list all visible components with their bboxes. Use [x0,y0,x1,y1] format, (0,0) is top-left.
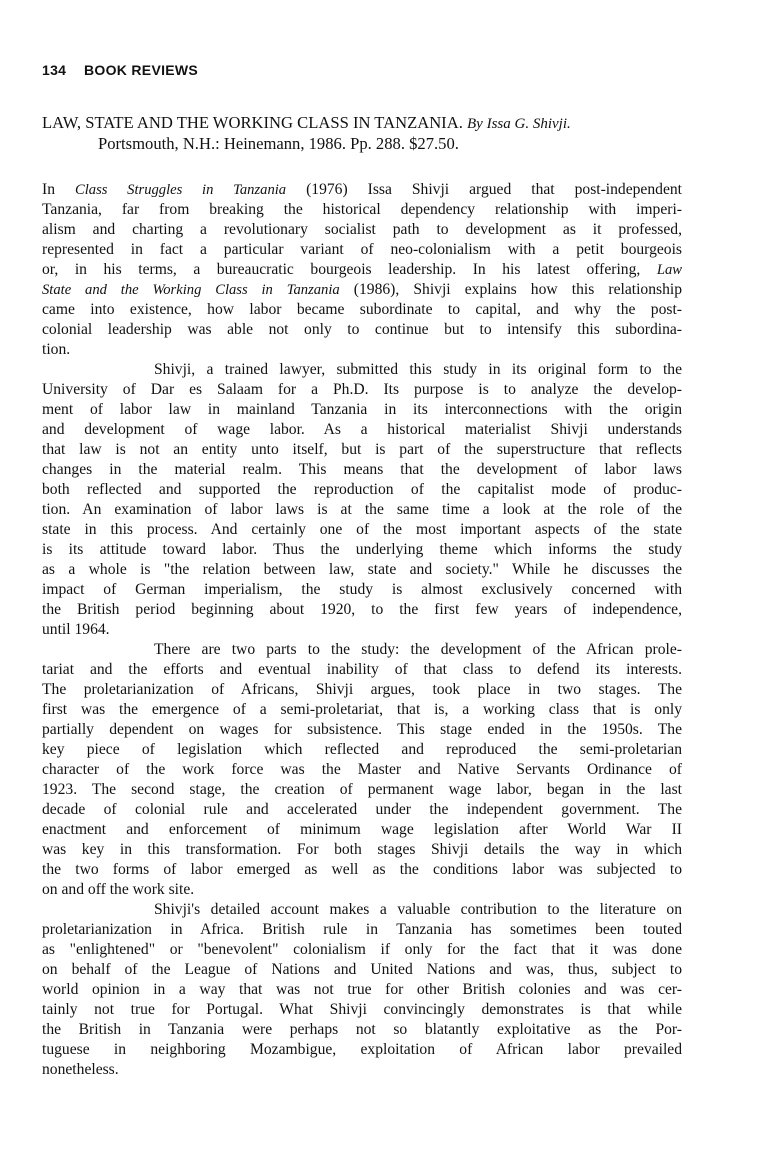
text-line [42,240,682,260]
text-run: decade of colonial rule and accelerated under the independent government. The [42,801,682,818]
text-run: colonial leadership was able not only to continue but to intensify this subordina- [42,321,682,338]
text-run: first was the emergence of a semi-proletariat, that is, a working class that is only [42,701,682,718]
italic-title: Class Struggles in Tanzania [74,182,287,198]
paragraph [42,180,682,360]
text-run: University of Dar es Salaam for a Ph.D. Its purpose is to analyze the develop- [42,381,682,398]
text-line [42,440,682,460]
text-line [42,640,682,660]
text-line [42,420,682,440]
text-line [42,1020,682,1040]
text-run: changes in the material realm. This means that the development of labor laws [42,461,682,478]
italic-title: State and the Working Class in Tanzania [42,282,340,298]
text-run: nonetheless. [42,1061,119,1078]
book-citation [42,113,722,154]
text-run: tainly not true for Portugal. What Shivji convincingly demonstrates is that while [42,1001,682,1018]
text-run: Shivji, a trained lawyer, submitted this study in its original form to the [154,361,682,378]
text-run: alism and charting a revolutionary socialist path to development as it professed, [42,221,682,238]
text-line [42,360,682,380]
page-number: 134 [42,62,67,78]
text-line [42,1040,682,1060]
text-run: Tanzania, far from breaking the historical dependency relationship with imperi- [42,201,682,218]
review-body [42,180,682,1080]
text-line [42,540,682,560]
text-run: as "enlightened" or "benevolent" colonialism if only for the fact that it was done [42,941,682,958]
text-line [42,500,682,520]
running-head [42,62,198,78]
text-run: key piece of legislation which reflected and reproduced the semi-proletarian [42,741,682,758]
text-run: the British in Tanzania were perhaps not so blatantly exploitative as the Por- [42,1021,682,1038]
paragraph [42,900,682,1080]
text-line [42,980,682,1000]
text-line [42,900,682,920]
text-line [42,400,682,420]
text-line [42,880,682,900]
text-run: proletarianization in Africa. British rule in Tanzania has sometimes been touted [42,921,682,938]
text-run: (1976) Issa Shivji argued that post-independent [286,181,682,198]
text-run: There are two parts to the study: the development of the African prole- [154,641,682,658]
paragraph [42,360,682,640]
text-run: tion. An examination of labor laws is at the same time a look at the role of the [42,501,682,518]
text-run: world opinion in a way that was not true for other British colonies and was cer- [42,981,682,998]
text-run: state in this process. And certainly one of the most important aspects of the state [42,521,682,538]
text-run: the two forms of labor emerged as well as the conditions labor was subjected to [42,861,682,878]
text-run: tuguese in neighboring Mozambigue, exploitation of African labor prevailed [42,1041,682,1058]
italic-title: Law [656,262,682,278]
text-run: impact of German imperialism, the study is almost exclusively concerned with [42,581,682,598]
text-run: or, in his terms, a bureaucratic bourgeois leadership. In his latest offering, [42,261,657,278]
text-run: partially dependent on wages for subsistence. This stage ended in the 1950s. The [42,721,682,738]
text-run: was key in this transformation. For both stages Shivji details the way in which [42,841,682,858]
text-line [42,760,682,780]
text-line [42,380,682,400]
text-run: In [42,181,75,198]
text-line [42,1060,682,1080]
text-line [42,200,682,220]
text-run: Shivji's detailed account makes a valuable contribution to the literature on [154,901,682,918]
text-line [42,280,682,300]
text-line [42,460,682,480]
text-run: is its attitude toward labor. Thus the underlying theme which informs the study [42,541,682,558]
text-run: (1986), Shivji explains how this relationship [339,281,682,298]
text-run: the British period beginning about 1920, to the first few years of independence, [42,601,682,618]
text-run: as a whole is "the relation between law, state and society." While he discusses the [42,561,682,578]
text-line [42,800,682,820]
text-run: and development of wage labor. As a historical materialist Shivji understands [42,421,682,438]
text-line [42,180,682,200]
text-line [42,940,682,960]
text-line [42,700,682,720]
section-title: BOOK REVIEWS [84,62,199,78]
text-line [42,660,682,680]
text-run: tion. [42,341,71,358]
text-line [42,480,682,500]
text-line [42,920,682,940]
text-line [42,720,682,740]
text-run: enactment and enforcement of minimum wage legislation after World War II [42,821,682,838]
text-run: tariat and the efforts and eventual inability of that class to defend its interests. [42,661,682,678]
text-run: both reflected and supported the reproduction of the capitalist mode of produc- [42,481,682,498]
text-line [42,520,682,540]
text-line [42,620,682,640]
text-line [42,1000,682,1020]
book-author: By Issa G. Shivji. [467,116,571,132]
text-line [42,340,682,360]
text-run: represented in fact a particular variant of neo-colonialism with a petit bourgeois [42,241,682,258]
text-line [42,740,682,760]
text-line [42,220,682,240]
text-run: on and off the work site. [42,881,195,898]
book-title: LAW, STATE AND THE WORKING CLASS IN TANZANIA. [42,113,463,132]
text-run: The proletarianization of Africans, Shivji argues, took place in two stages. The [42,681,682,698]
text-line [42,580,682,600]
text-line [42,320,682,340]
text-line [42,780,682,800]
text-run: on behalf of the League of Nations and United Nations and was, thus, subject to [42,961,682,978]
publication-info: Portsmouth, N.H.: Heinemann, 1986. Pp. 288. $27.50. [98,134,459,153]
text-line [42,600,682,620]
text-run: 1923. The second stage, the creation of permanent wage labor, began in the last [42,781,682,798]
text-line [42,680,682,700]
text-run: ment of labor law in mainland Tanzania in its interconnections with the origin [42,401,682,418]
text-line [42,560,682,580]
text-line [42,960,682,980]
text-run: until 1964. [42,621,110,638]
text-line [42,300,682,320]
text-line [42,820,682,840]
text-line [42,840,682,860]
text-run: that law is not an entity unto itself, but is part of the superstructure that reflects [42,441,682,458]
paragraph [42,640,682,900]
text-run: came into existence, how labor became subordinate to capital, and why the post- [42,301,682,318]
text-run: character of the work force was the Master and Native Servants Ordinance of [42,761,682,778]
text-line [42,260,682,280]
text-line [42,860,682,880]
